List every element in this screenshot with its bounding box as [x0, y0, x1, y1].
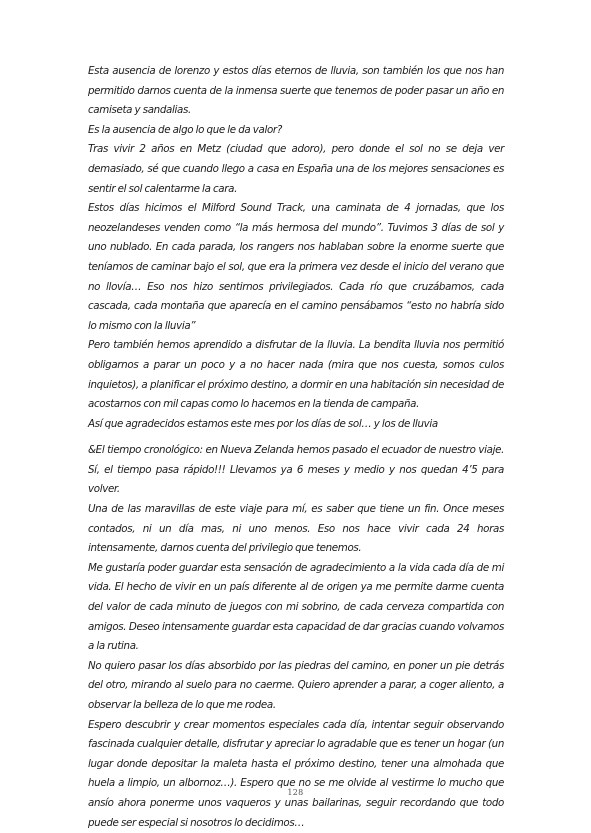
- paragraph: Esta ausencia de lorenzo y estos días eternos de lluvia, son también los que nos han permitido darnos cuenta de la inmensa suerte que tenemos de poder pasar un año en camiseta y sandalias.: [88, 65, 504, 117]
- paragraph: Me gustaría poder guardar esta sensación de agradecimiento a la vida cada día de mi vida. El hecho de vivir en un país diferente al de origen ya me permite darme cuenta del valor de cada minuto de juegos con mi sobrino, de cada cerveza compartida con amigos. Deseo intensamente guardar esta capacidad de dar gracias cuando volvamos a la rutina.: [88, 561, 504, 653]
- paragraph: Estos días hicimos el Milford Sound Track, una caminata de 4 jornadas, que los neozelandeses venden como “la más hermosa del mundo”. Tuvimos 3 días de sol y uno nublado. En cada parada, los rangers nos hablaban sobre la enorme suerte que teníamos de caminar bajo el sol, que era la primera vez desde el inicio del verano que no llovía… Eso nos hizo sentirnos privilegiados. Cada río que cruzábamos, cada cascada, cada montaña que aparecía en el camino pensábamos “esto no habría sido lo mismo con la lluvia”: [88, 202, 504, 332]
- paragraph: Así que agradecidos estamos este mes por los días de sol… y los de lluvia: [88, 417, 438, 430]
- paragraph: No quiero pasar los días absorbido por las piedras del camino, en poner un pie detrás del otro, mirando al suelo para no caerme. Quiero aprender a parar, a coger aliento, a observar la belleza de lo que me rodea.: [88, 659, 504, 711]
- page-number: 128: [287, 788, 304, 797]
- paragraph: Pero también hemos aprendido a disfrutar de la lluvia. La bendita lluvia nos permitió obligarnos a parar un poco y a no hacer nada (mira que nos cuesta, somos culos inquietos), a planificar el próximo destino, a dormir en una habitación sin necesidad de acostarnos con mil capas como lo hacemos en la tienda de campaña.: [88, 339, 504, 411]
- paragraph: Es la ausencia de algo lo que le da valor?: [88, 123, 282, 136]
- paragraph: Espero descubrir y crear momentos especiales cada día, intentar seguir observando fascinada cualquier detalle, disfrutar y apreciar lo agradable que es tener un hogar (un lugar donde depositar la maleta hasta el próximo destino, tener una almohada que huela a limpio, un albornoz…). Espero que no se me olvide al vestirme lo mucho que ansío ahora ponerme unos vaqueros y unas bailarinas, seguir recordando que todo puede ser especial si nosotros lo decidimos…: [88, 718, 504, 829]
- body-text: [88, 62, 504, 833]
- paragraph: &El tiempo cronológico: en Nueva Zelanda hemos pasado el ecuador de nuestro viaje. Sí, el tiempo pasa rápido!!! Llevamos ya 6 meses y medio y nos quedan 4’5 para volver.: [88, 444, 504, 496]
- paragraph: Una de las maravillas de este viaje para mí, es saber que tiene un fin. Once meses contados, ni un día mas, ni uno menos. Eso nos hace vivir cada 24 horas intensamente, darnos cuenta del privilegio que tenemos.: [88, 503, 504, 555]
- paragraph: Tras vivir 2 años en Metz (ciudad que adoro), pero donde el sol no se deja ver demasiado, sé que cuando llego a casa en España una de los mejores sensaciones es sentir el sol calentarme la cara.: [88, 143, 504, 195]
